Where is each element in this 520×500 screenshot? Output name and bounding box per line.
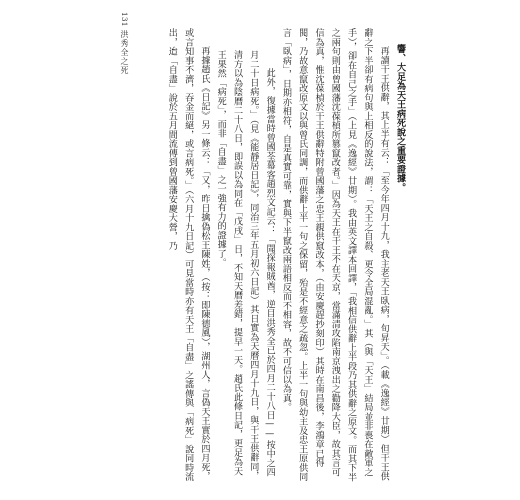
paragraph-gan-wang-confession: 再讀干王供辭，其上半有云：「至今年四月十九，我主老天王臥病，旬昇天」。（載《逸經》廿期）但干王供辭之下半卻有病句與上相反的說法，謂：「天王之自殺、更令全局混亂。」其（與「天王」結局並非喪在敵軍之手），卻在自己之手」（上見《逸經》廿期）。我由英文譯本回譯，「我相信供辭上半段乃其供辭之原文。而其下半之兩句則由曾國藩沈葆楨所篡竄改者。」因為天王在干王不在天京，當滿清攻陷南京洩出之勸降大臣，故其言可信為真，惟沈葆楨於干王供辭特附曾國藩之忠王親供竄改本，（由安慶趕抄刻印）其時在南昌後，李鴻章已得閱，乃故意竄改原文以與曾氏同調，而供辭上半一句之保留，殆是不經意之疏忽。上半一句與幼主及忠王原供同言「臥病」，日期亦相符，自是真實可靠，實與下半竄改兩語相反而不相容，故不可信以為真。 [280,28,389,482]
page-number: 131 [120,12,128,27]
paragraph-zhao-diary-1: 此外，復據當時曾國荃幕客趙烈文記云：「聞探報賊酋，逆目洪秀全已於四月二十八日——按中之四月二十日病死。」（見《能靜居日記》，同治三年五月初六日記）其日實為天曆四月十九日，與干王供辭同，清方以為陰曆二十八日，即誤以為同在「戊戌」日，不知天曆差錯，提早一天。趙氏此條日記，更足為天王果然「病死」，而非「自盡」之一強有力的證據了。 [215,50,275,481]
paragraph-heading: 響、大足為天王病死說之重要證據。 [395,44,406,192]
body-text [156,28,408,483]
running-title: 洪秀全之死 [120,30,129,75]
paragraph-zhao-diary-2: 再據趙氏《日記》另一條云：「又，昨日擒偽松王陳姓，（按：即陳德風），湖州人，言偽天王實於四月死，或言知事不濟，吞金而絕，或言病死。」（六月十九日記）可見當時亦有天王「自盡」之謠傳與「病死」說同時流出，迨「自盡」說於五月間流傳到曾國藩安慶大營，乃 [166,28,210,482]
